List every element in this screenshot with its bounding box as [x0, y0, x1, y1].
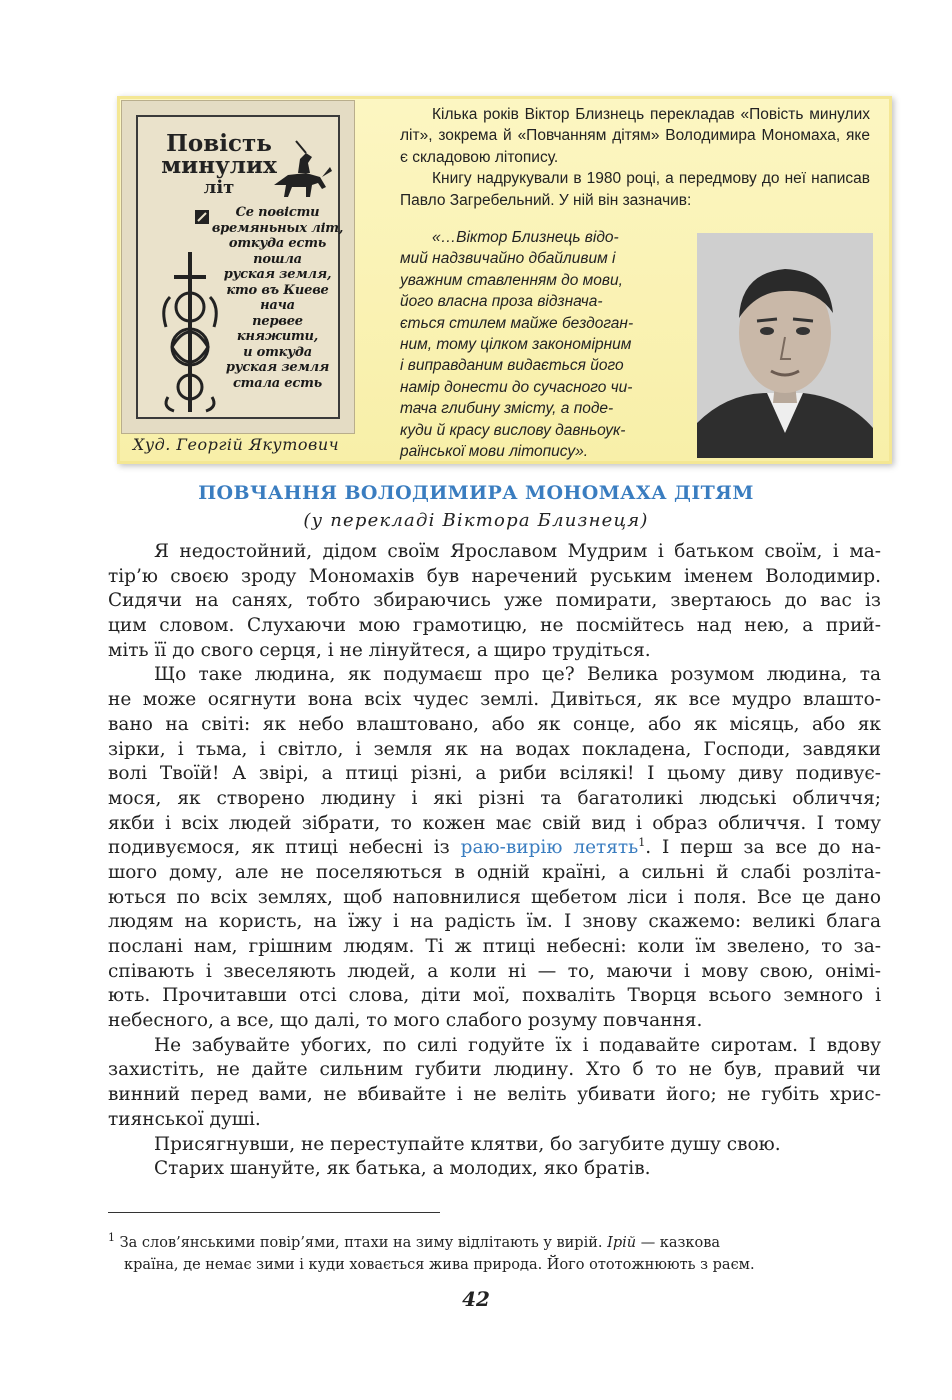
book-cover-image [121, 100, 355, 434]
text-line: якби і всіх людей зібрати, то кожен має свій вид і образ обличчя. І тому [108, 812, 881, 834]
footnote-link[interactable]: раю-вирію летять [460, 837, 639, 859]
footnote-line: країна, де немає зими і куди ховається жива природа. Його ототожнюють з раєм. [124, 1257, 755, 1273]
text-line: не може осягнути вона всіх чудес землі. Дивіться, як все мудро влашто- [108, 689, 881, 711]
text-line: Старих шануйте, як батька, а молодих, яко братів. [154, 1158, 651, 1180]
info-text [400, 104, 870, 211]
text-line: Я недостойний, дідом своїм Ярославом Мудрим і батьком своїм, і ма- [154, 541, 881, 562]
bookmark-icon [194, 209, 210, 225]
old-script-line: Се повісти [235, 205, 320, 220]
old-script-line: откуда есть пошла [228, 236, 327, 267]
footnote-ref[interactable]: 1 [638, 836, 646, 850]
text-line: ють. Прочитавши отсі слова, діти мої, похваліть Творця всього земного і [108, 985, 881, 1007]
footnote-line [108, 1232, 878, 1254]
quote-line: раїнської мови літопису». [400, 443, 589, 461]
portrait-image [697, 233, 873, 458]
text-line: небесного, а все, що далі, то мого слабого розуму повчання. [108, 1010, 703, 1032]
old-script-line: руская земля, [223, 267, 332, 282]
text-line: шого дому, але не поселяються в одній країні, а сильні й слабі розліта- [108, 861, 881, 883]
text-line: цим словом. Слухаючи мою грамотицю, не посмійтесь над нею, а прий- [108, 615, 881, 637]
quote-line: ним, тому цілком закономірним [400, 336, 632, 354]
text-line: Сидячи на санях, тобто збираючись уже помирати, звертаюсь до вас із [108, 590, 881, 612]
old-script-line: кто въ Киеве нача [226, 282, 329, 313]
quote-line: його власна проза відзнача- [400, 293, 603, 311]
main-text [108, 540, 881, 1182]
ornament-icon [160, 247, 220, 417]
horse-rider-icon [266, 137, 336, 207]
footnote [108, 1232, 878, 1276]
book-cover-frame [136, 115, 344, 419]
text-line: співають і звеселяють людей, а коли ні — то, маючи і мову свою, онімі- [108, 960, 881, 982]
footnote-number: 1 [108, 1231, 115, 1245]
text-fragment: подивуємося, як птиці небесні із [108, 837, 461, 859]
book-title-line: Повість [166, 130, 272, 157]
text-line: послані нам, грішним людям. Ті ж птиці небесні: коли їм звелено, то за- [108, 936, 881, 957]
quote-line: «…Віктор Близнець відо- [432, 229, 619, 246]
text-line: волі Твоїй! А звірі, а птиці різні, а риби всілякі! І цьому диву подивує- [108, 763, 881, 785]
text-line: тиянської душі. [108, 1108, 261, 1130]
quote-line: і виправданим видається його [400, 357, 624, 375]
quote-line: уважним ставленням до мови, [400, 271, 623, 289]
quote-text [400, 227, 680, 462]
text-line: Не забувайте убогих, по силі годуйте їх і подавайте сиротам. І вдову [154, 1034, 881, 1056]
quote-line: куди й красу вислову давньоук- [400, 421, 626, 439]
text-line: Присягнувши, не переступайте клятви, бо загубите душу свою. [154, 1133, 781, 1155]
old-script-line: стала есть [232, 375, 323, 391]
text-line: Що таке людина, як подумаєш про це? Велика розумом людина, та [154, 664, 881, 686]
text-line: мося, як створено людину і які різні та багатоликі людські обличчя; [108, 787, 881, 809]
info-paragraph: Книгу надрукували в 1980 році, а передмову до неї написав Павло Загребельний. У ній він зазначив: [400, 170, 870, 209]
quote-line: тача глибину змісту, а поде- [400, 400, 614, 418]
old-script-line: первее княжити, [236, 313, 319, 344]
old-script-line: времяньных літ, [211, 220, 344, 236]
page-number: 42 [462, 1287, 490, 1311]
quote-line: ється стилем майже бездоган- [400, 314, 634, 332]
footnote-text: За слов’янськими повір’ями, птахи на зиму відлітають у вирій. [115, 1235, 608, 1251]
book-title-line: минулих [161, 152, 277, 179]
author-photo [697, 233, 873, 458]
text-line: людям на користь, на їжу і на радість їм. І знову скажемо: великі блага [108, 911, 881, 933]
text-line: тір’ю своєю зроду Мономахів був наречений руським іменем Володимир. [108, 565, 881, 587]
old-script-line: руская земля [225, 360, 330, 375]
footnote-text: — казкова [636, 1235, 721, 1251]
book-cover-title [154, 130, 284, 199]
old-script-text [210, 205, 345, 391]
text-line: міть її до свого серця, і не лінуйтеся, а щиро трудіться. [108, 639, 651, 661]
quote-line: намір донести до сучасного чи- [400, 378, 633, 396]
info-paragraph: Кілька років Віктор Близнець перекладав «Повість минулих літ», зокрема й «Повчанням дітям» Володимира Мономаха, яке є складовою літопису. [400, 106, 870, 166]
old-script-line: и откуда [243, 344, 312, 360]
footnote-divider [108, 1212, 440, 1213]
text-line: зірки, і тьма, і світло, і земля як на водах покладена, Господи, завдяки [108, 738, 881, 760]
text-line: ються по всіх землях, щоб наповнилися щебетом ліси і поля. Все це дано [108, 886, 881, 908]
text-fragment: . І перш за все до на- [645, 837, 882, 859]
quote-line: мий надзвичайно дбайливим і [400, 250, 616, 268]
footnote-term: Ірій [607, 1235, 637, 1251]
text-line: вано на світі: як небо влаштовано, або як сонце, або як місяць, або як [108, 713, 881, 735]
text-line [108, 836, 881, 861]
illustration-caption: Худ. Георгій Якутович [132, 435, 340, 454]
text-line: винний перед вами, не вбивайте і не веліть убивати його; не губіть хрис- [108, 1084, 881, 1106]
book-title-line: літ [203, 177, 235, 198]
page-title: ПОВЧАННЯ ВОЛОДИМИРА МОНОМАХА ДІТЯМ [198, 482, 754, 504]
text-line: захистіть, не дайте сильним губити людину. Хто б то не був, правий чи [108, 1059, 881, 1081]
page-subtitle: (у перекладі Віктора Близнеця) [303, 510, 649, 531]
